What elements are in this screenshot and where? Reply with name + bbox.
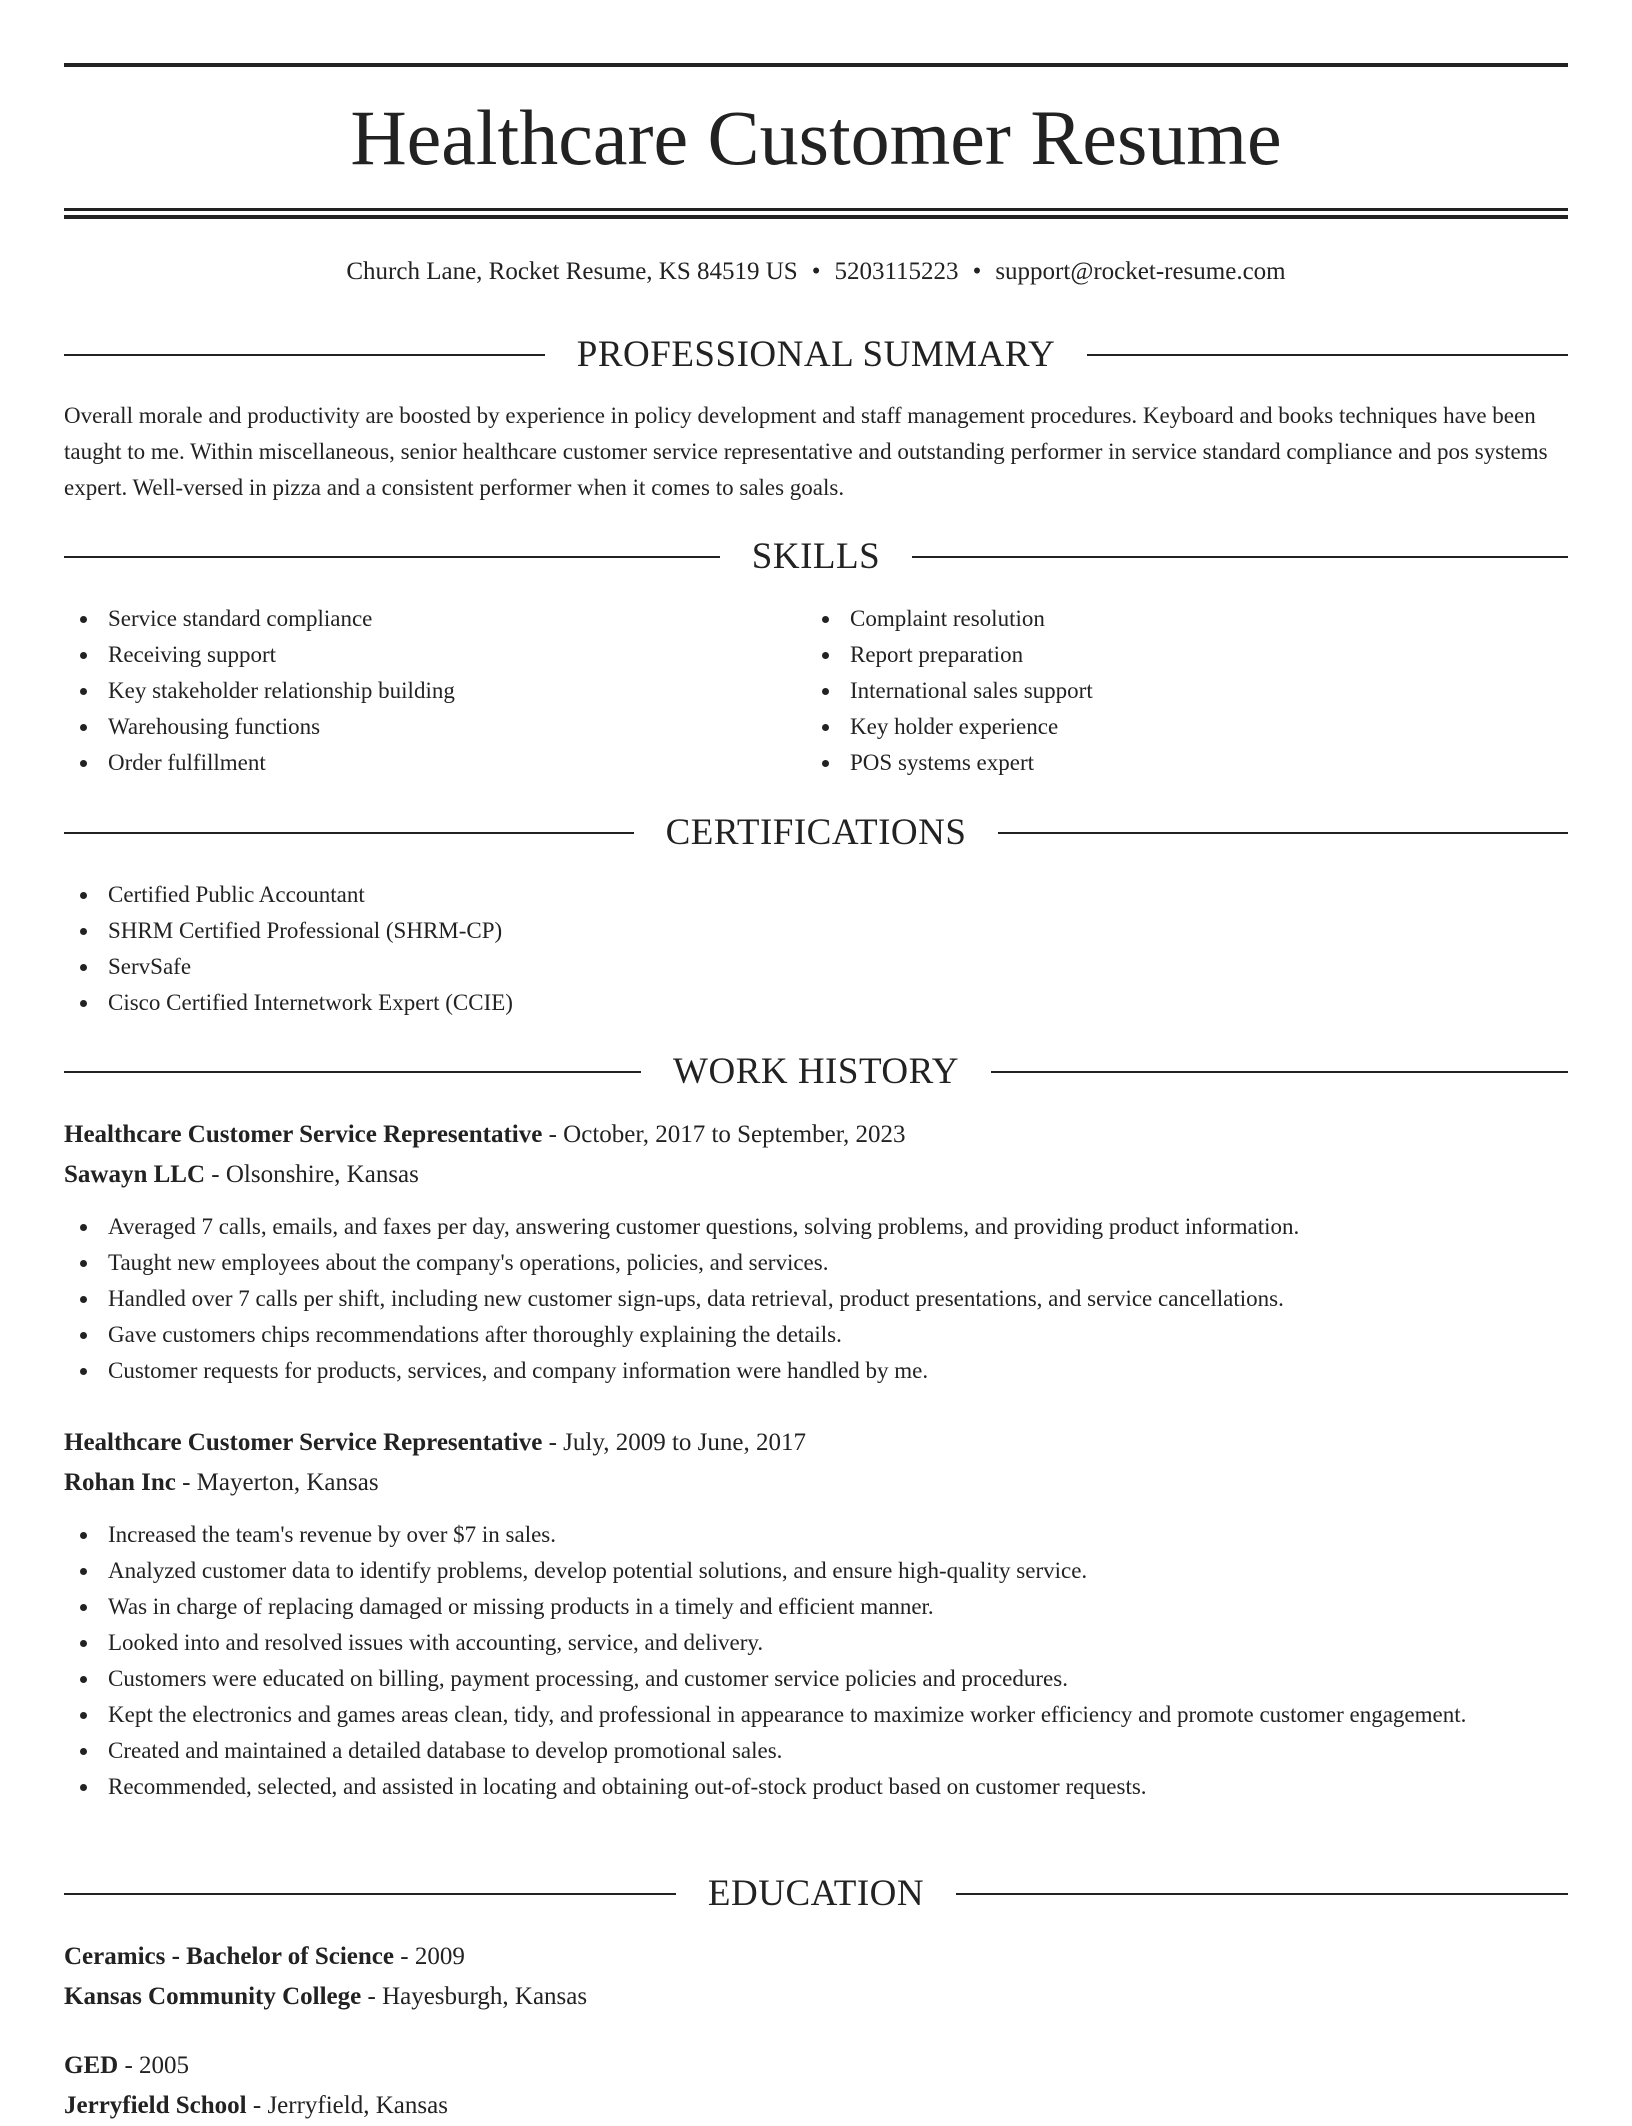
heading-rule	[64, 354, 545, 356]
skills-heading	[64, 532, 1568, 582]
job-title-line: Healthcare Customer Service Representative - July, 2009 to June, 2017	[64, 1429, 806, 1456]
certifications-list	[64, 877, 1568, 1021]
job-bullet: Averaged 7 calls, emails, and faxes per day, answering customer questions, solving problems, and providing product information.	[64, 1209, 1568, 1245]
job-company-line: Rohan Inc - Mayerton, Kansas	[64, 1469, 379, 1496]
certification-item: Cisco Certified Internetwork Expert (CCIE)	[64, 985, 1568, 1021]
job-bullet: Customers were educated on billing, payment processing, and customer service policies and procedures.	[64, 1661, 1568, 1697]
heading-rule	[64, 832, 634, 834]
education-school: Kansas Community College	[64, 1983, 362, 2010]
job-bullet: Taught new employees about the company's operations, policies, and services.	[64, 1245, 1568, 1281]
skills-heading-text: SKILLS	[751, 536, 881, 577]
job-title: Healthcare Customer Service Representative	[64, 1429, 543, 1456]
education-location: Jerryfield, Kansas	[267, 2092, 448, 2119]
job-bullets	[64, 1517, 1568, 1805]
education-degree-line: Ceramics - Bachelor of Science - 2009	[64, 1943, 465, 1970]
job-bullet: Was in charge of replacing damaged or missing products in a timely and efficient manner.	[64, 1589, 1568, 1625]
work-heading-text: WORK HISTORY	[673, 1051, 959, 1092]
job-bullet: Gave customers chips recommendations after thoroughly explaining the details.	[64, 1317, 1568, 1353]
heading-rule	[64, 1071, 641, 1073]
heading-rule	[991, 1071, 1568, 1073]
heading-rule	[64, 1893, 676, 1895]
job-company: Sawayn LLC	[64, 1161, 206, 1188]
contact-address: Church Lane, Rocket Resume, KS 84519 US	[346, 258, 798, 285]
certification-item: SHRM Certified Professional (SHRM-CP)	[64, 913, 1568, 949]
resume-title: Healthcare Customer Resume	[350, 94, 1282, 181]
heading-rule	[64, 556, 720, 558]
education-school: Jerryfield School	[64, 2092, 247, 2119]
job-dates: October, 2017 to September, 2023	[563, 1121, 906, 1148]
heading-rule	[956, 1893, 1568, 1895]
skill-item: International sales support	[806, 673, 1526, 709]
skill-item: Receiving support	[64, 637, 784, 673]
top-rule	[64, 63, 1568, 67]
contact-phone: 5203115223	[834, 258, 959, 285]
skill-item: Key stakeholder relationship building	[64, 673, 784, 709]
skills-list-right	[806, 601, 1526, 781]
education-degree: GED	[64, 2052, 119, 2079]
education-degree: Ceramics - Bachelor of Science	[64, 1943, 394, 1970]
education-school-line: Kansas Community College - Hayesburgh, Kansas	[64, 1983, 588, 2010]
summary-heading	[64, 330, 1568, 380]
title-rule-upper	[64, 208, 1568, 211]
job-bullet: Created and maintained a detailed database to develop promotional sales.	[64, 1733, 1568, 1769]
heading-rule	[1087, 354, 1568, 356]
job-location: Olsonshire, Kansas	[225, 1161, 419, 1188]
job-bullets	[64, 1209, 1568, 1389]
education-degree-line: GED - 2005	[64, 2052, 190, 2079]
contact-separator: •	[811, 258, 821, 285]
heading-rule	[998, 832, 1568, 834]
skills-list-left	[64, 601, 784, 781]
skill-item: Order fulfillment	[64, 745, 784, 781]
job-bullet: Increased the team's revenue by over $7 in sales.	[64, 1517, 1568, 1553]
job-bullet: Customer requests for products, services, and company information were handled by me.	[64, 1353, 1568, 1389]
job-title-line: Healthcare Customer Service Representative - October, 2017 to September, 2023	[64, 1121, 906, 1148]
job-dates: July, 2009 to June, 2017	[563, 1429, 806, 1456]
education-heading-text: EDUCATION	[707, 1873, 925, 1914]
work-heading	[64, 1047, 1568, 1097]
education-year: 2009	[414, 1943, 465, 1970]
contact-line	[0, 254, 1632, 290]
skill-item: Service standard compliance	[64, 601, 784, 637]
summary-heading-text: PROFESSIONAL SUMMARY	[576, 334, 1056, 375]
title-rule-lower	[64, 215, 1568, 219]
job-bullet: Recommended, selected, and assisted in locating and obtaining out-of-stock product based on customer requests.	[64, 1769, 1568, 1805]
job-bullet: Analyzed customer data to identify problems, develop potential solutions, and ensure high-quality service.	[64, 1553, 1568, 1589]
job-bullet: Handled over 7 calls per shift, including new customer sign-ups, data retrieval, product presentations, and service cancellations.	[64, 1281, 1568, 1317]
education-heading	[64, 1869, 1568, 1919]
contact-separator: •	[972, 258, 982, 285]
job-bullet: Looked into and resolved issues with accounting, service, and delivery.	[64, 1625, 1568, 1661]
certification-item: Certified Public Accountant	[64, 877, 1568, 913]
education-year: 2005	[139, 2052, 190, 2079]
contact-email: support@rocket-resume.com	[995, 258, 1286, 285]
certification-item: ServSafe	[64, 949, 1568, 985]
heading-rule	[912, 556, 1568, 558]
certifications-heading	[64, 808, 1568, 858]
job-company-line: Sawayn LLC - Olsonshire, Kansas	[64, 1161, 419, 1188]
certifications-heading-text: CERTIFICATIONS	[665, 812, 967, 853]
job-location: Mayerton, Kansas	[196, 1469, 379, 1496]
summary-text: Overall morale and productivity are boosted by experience in policy development and staff management procedures. Keyboard and books techniques have been taught to me. Within miscellaneous, senior healthcare customer service representative and outstanding performer in service standard compliance and pos systems expert. Well-versed in pizza and a consistent performer when it comes to sales goals.	[64, 403, 1548, 500]
job-company: Rohan Inc	[64, 1469, 176, 1496]
skill-item: Complaint resolution	[806, 601, 1526, 637]
skill-item: Warehousing functions	[64, 709, 784, 745]
education-location: Hayesburgh, Kansas	[382, 1983, 588, 2010]
job-title: Healthcare Customer Service Representative	[64, 1121, 543, 1148]
skill-item: Report preparation	[806, 637, 1526, 673]
education-school-line: Jerryfield School - Jerryfield, Kansas	[64, 2092, 448, 2119]
skill-item: POS systems expert	[806, 745, 1526, 781]
job-bullet: Kept the electronics and games areas clean, tidy, and professional in appearance to maximize worker efficiency and promote customer engagement.	[64, 1697, 1568, 1733]
skill-item: Key holder experience	[806, 709, 1526, 745]
